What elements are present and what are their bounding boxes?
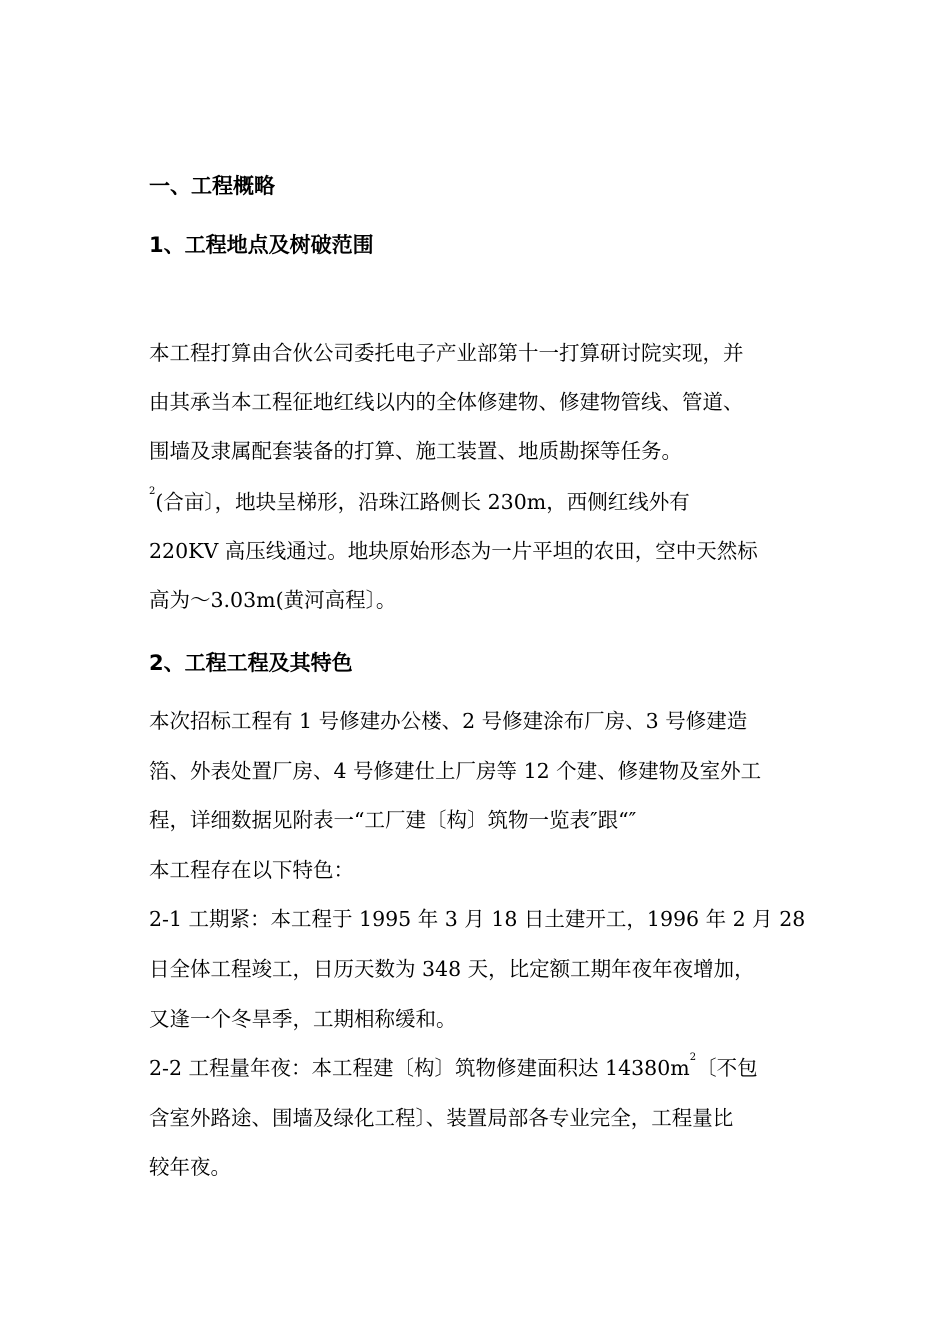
line-text: 2-2 工程量年夜：本工程建〔构〕筑物修建面积达 14380m: [149, 1056, 690, 1080]
paragraph-line: 程，详细数据见附表一“工厂建〔构〕筑物一览表″跟“″: [149, 808, 637, 832]
line-text: 〔不包: [696, 1056, 758, 1080]
superscript-mark: 2: [689, 1052, 697, 1063]
paragraph-line: 由其承当本工程征地红线以内的全体修建物、修建物管线、管道、: [149, 390, 744, 414]
paragraph-line: 含室外路途、围墙及绿化工程〕、装置局部各专业完全，工程量比: [149, 1106, 734, 1130]
heading-project-features: 2、工程工程及其特色: [149, 651, 353, 675]
paragraph-line: 本次招标工程有 1 号修建办公楼、2 号修建涂布厂房、3 号修建造: [149, 709, 748, 733]
paragraph-line: 围墙及隶属配套装备的打算、施工装置、地质勘探等任务。: [149, 439, 682, 463]
paragraph-line: 本工程打算由合伙公司委托电子产业部第十一打算研讨院实现，并: [149, 341, 744, 365]
heading-overview: 一、工程概略: [149, 174, 275, 198]
superscript-mark: 2: [149, 486, 156, 497]
paragraph-line: 2-1 工期紧：本工程于 1995 年 3 月 18 日土建开工，1996 年 2 月 28: [149, 907, 806, 931]
paragraph-line-area-size: [149, 1053, 758, 1083]
paragraph-line: 本工程存在以下特色：: [149, 858, 354, 882]
paragraph-line: 又逢一个冬旱季，工期相称缓和。: [149, 1007, 457, 1031]
paragraph-line: 箔、外表处置厂房、4 号修建仕上厂房等 12 个建、修建物及室外工: [149, 759, 762, 783]
paragraph-line-area: [149, 487, 690, 517]
paragraph-line: 日全体工程竣工，日历天数为 348 天，比定额工期年夜年夜增加，: [149, 957, 755, 981]
heading-location-scope: 1、工程地点及树破范围: [149, 233, 374, 257]
paragraph-line: 高为～3.03m(黄河高程〕。: [149, 588, 397, 612]
paragraph-line: 较年夜。: [149, 1155, 231, 1179]
line-text: (合亩〕，地块呈梯形，沿珠江路侧长 230m，西侧红线外有: [155, 490, 690, 514]
paragraph-line: 220KV 高压线通过。地块原始形态为一片平坦的农田，空中天然标: [149, 539, 758, 563]
